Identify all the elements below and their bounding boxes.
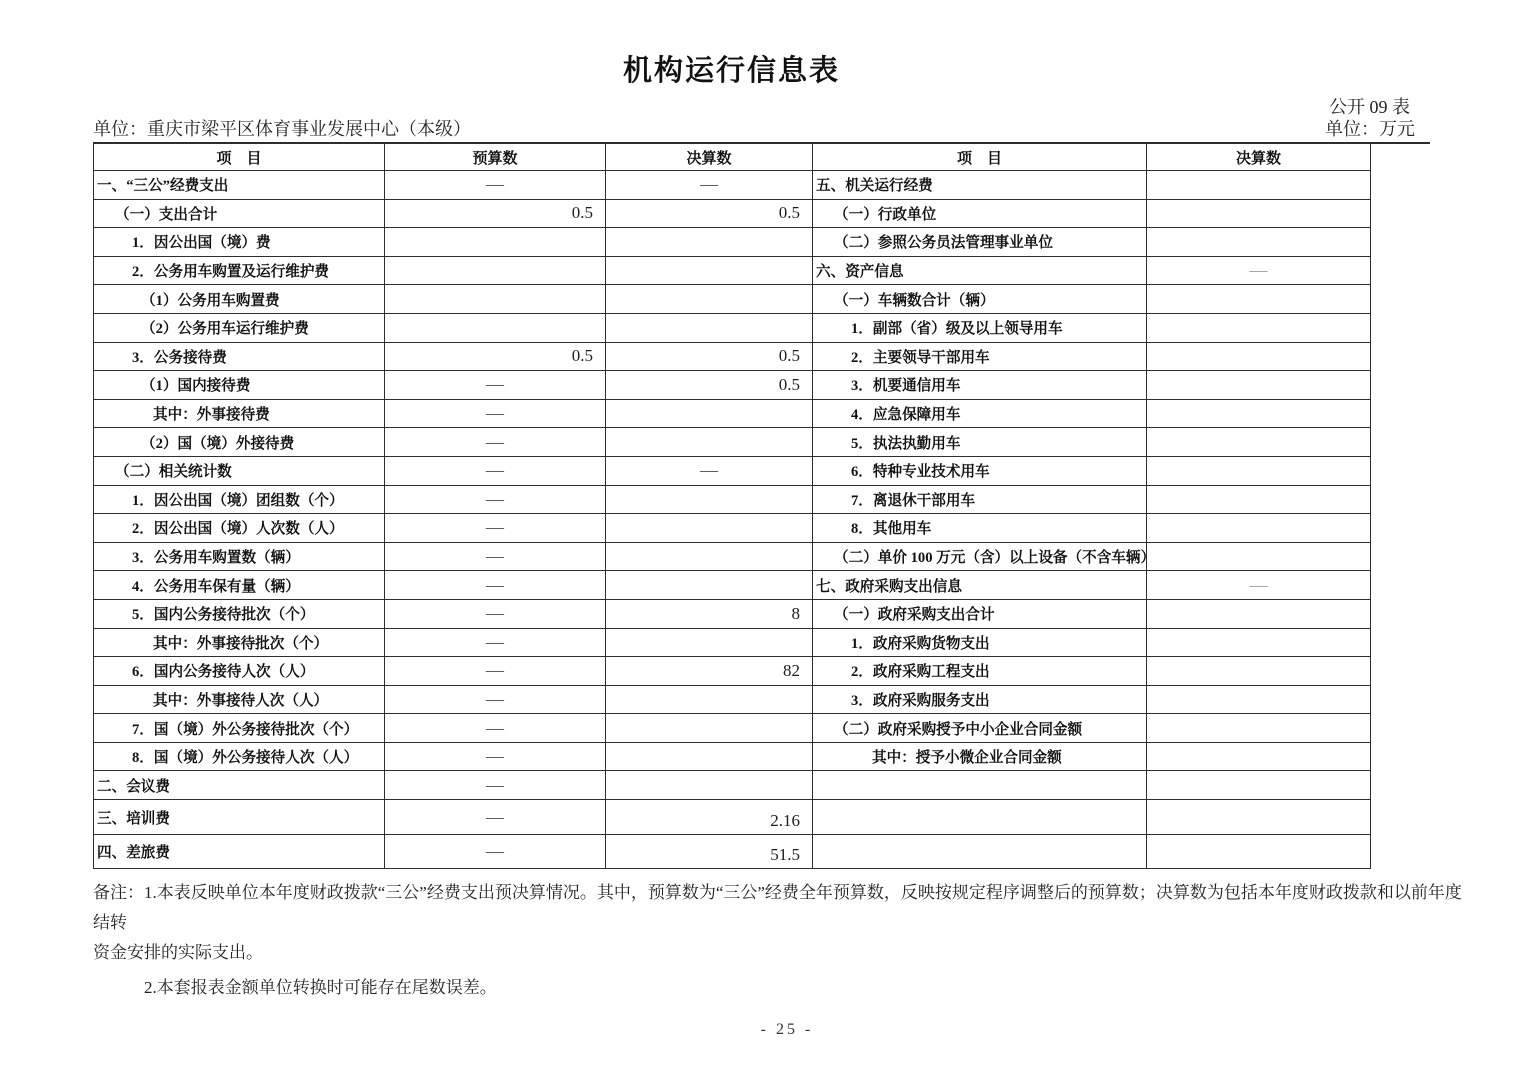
item-cell-right: 4．应急保障用车 <box>813 399 1147 428</box>
final-cell-right <box>1147 800 1371 835</box>
table-row <box>94 571 1371 600</box>
item-cell-right: 六、资产信息 <box>813 256 1147 285</box>
table-row <box>94 657 1371 686</box>
item-cell-right: 七、政府采购支出信息 <box>813 571 1147 600</box>
budget-cell: — <box>385 171 606 200</box>
notes-block <box>93 878 1475 1003</box>
item-cell-right: （一）行政单位 <box>813 199 1147 228</box>
item-cell-right: 7．离退休干部用车 <box>813 485 1147 514</box>
col-header-budget: 预算数 <box>385 144 606 171</box>
item-cell-left: 4．公务用车保有量（辆） <box>94 571 385 600</box>
final-cell-right <box>1147 313 1371 342</box>
item-cell-left: 其中：外事接待批次（个） <box>94 628 385 657</box>
item-cell-left: 四、差旅费 <box>94 835 385 869</box>
table-row <box>94 371 1371 400</box>
final-cell-left <box>606 428 813 457</box>
budget-cell <box>385 228 606 257</box>
final-cell-left: 51.5 <box>606 835 813 869</box>
final-cell-right <box>1147 771 1371 800</box>
final-cell-right <box>1147 285 1371 314</box>
col-header-item-right: 项 目 <box>813 144 1147 171</box>
item-cell-left: （1）公务用车购置费 <box>94 285 385 314</box>
item-cell-left: 一、“三公”经费支出 <box>94 171 385 200</box>
table-header-row <box>94 144 1371 171</box>
item-cell-left: 7．国（境）外公务接待批次（个） <box>94 714 385 743</box>
table-row <box>94 428 1371 457</box>
col-header-final-left: 决算数 <box>606 144 813 171</box>
budget-cell: — <box>385 399 606 428</box>
item-cell-right <box>813 800 1147 835</box>
table-row <box>94 485 1371 514</box>
table-row <box>94 256 1371 285</box>
item-cell-left: （2）公务用车运行维护费 <box>94 313 385 342</box>
final-cell-right <box>1147 685 1371 714</box>
final-cell-left <box>606 628 813 657</box>
item-cell-left: 3．公务接待费 <box>94 342 385 371</box>
final-cell-left <box>606 514 813 543</box>
item-cell-left: 2．因公出国（境）人次数（人） <box>94 514 385 543</box>
budget-cell: 0.5 <box>385 199 606 228</box>
final-cell-left <box>606 742 813 771</box>
item-cell-right: 五、机关运行经费 <box>813 171 1147 200</box>
final-cell-right <box>1147 428 1371 457</box>
final-cell-right <box>1147 342 1371 371</box>
table-row <box>94 313 1371 342</box>
unit-row <box>93 117 1415 141</box>
final-cell-right <box>1147 835 1371 869</box>
item-cell-right <box>813 771 1147 800</box>
operation-info-table <box>93 143 1371 869</box>
final-cell-right <box>1147 514 1371 543</box>
table-row <box>94 285 1371 314</box>
table-row <box>94 342 1371 371</box>
budget-cell: — <box>385 714 606 743</box>
final-cell-left <box>606 399 813 428</box>
budget-cell: — <box>385 628 606 657</box>
table-row <box>94 456 1371 485</box>
col-header-item-left: 项 目 <box>94 144 385 171</box>
final-cell-left <box>606 685 813 714</box>
final-cell-left <box>606 542 813 571</box>
item-cell-right: 1．副部（省）级及以上领导用车 <box>813 313 1147 342</box>
item-cell-left: 3．公务用车购置数（辆） <box>94 542 385 571</box>
table-row <box>94 742 1371 771</box>
budget-cell: — <box>385 428 606 457</box>
item-cell-left: 二、会议费 <box>94 771 385 800</box>
final-cell-right <box>1147 371 1371 400</box>
final-cell-left <box>606 485 813 514</box>
final-cell-left: 8 <box>606 599 813 628</box>
table-row <box>94 542 1371 571</box>
item-cell-left: 其中：外事接待费 <box>94 399 385 428</box>
budget-cell: — <box>385 514 606 543</box>
budget-cell <box>385 256 606 285</box>
table-row <box>94 399 1371 428</box>
budget-cell: 0.5 <box>385 342 606 371</box>
item-cell-left: 1．因公出国（境）团组数（个） <box>94 485 385 514</box>
budget-cell: — <box>385 456 606 485</box>
unit-name-label: 单位：重庆市梁平区体育事业发展中心（本级） <box>93 119 471 139</box>
item-cell-left: 2．公务用车购置及运行维护费 <box>94 256 385 285</box>
item-cell-right: 2．政府采购工程支出 <box>813 657 1147 686</box>
budget-cell <box>385 313 606 342</box>
col-header-final-right: 决算数 <box>1147 144 1371 171</box>
table-row <box>94 228 1371 257</box>
page-title: 机构运行信息表 <box>622 55 840 87</box>
item-cell-left: （二）相关统计数 <box>94 456 385 485</box>
unit-currency-label: 单位：万元 <box>1325 119 1415 139</box>
table-row <box>94 714 1371 743</box>
item-cell-left: （2）国（境）外接待费 <box>94 428 385 457</box>
table-row <box>94 771 1371 800</box>
budget-cell: — <box>385 371 606 400</box>
final-cell-left <box>606 285 813 314</box>
final-cell-right <box>1147 485 1371 514</box>
final-cell-right <box>1147 542 1371 571</box>
note-line-2: 资金安排的实际支出。 <box>93 943 263 962</box>
final-cell-right <box>1147 199 1371 228</box>
budget-cell: — <box>385 800 606 835</box>
final-cell-right <box>1147 399 1371 428</box>
table-row <box>94 199 1371 228</box>
page-number: - 25 - <box>760 1021 814 1038</box>
final-cell-left <box>606 771 813 800</box>
budget-cell <box>385 285 606 314</box>
item-cell-right: 5．执法执勤用车 <box>813 428 1147 457</box>
item-cell-left: 三、培训费 <box>94 800 385 835</box>
final-cell-left <box>606 256 813 285</box>
final-cell-right: — <box>1147 256 1371 285</box>
item-cell-right: （一）政府采购支出合计 <box>813 599 1147 628</box>
doc-code-label: 公开 09 表 <box>1329 97 1410 117</box>
final-cell-left: 2.16 <box>606 800 813 835</box>
item-cell-right: （二）政府采购授予中小企业合同金额 <box>813 714 1147 743</box>
final-cell-right <box>1147 628 1371 657</box>
item-cell-left: 8．国（境）外公务接待人次（人） <box>94 742 385 771</box>
final-cell-left: 0.5 <box>606 342 813 371</box>
item-cell-right: 其中：授予小微企业合同金额 <box>813 742 1147 771</box>
budget-cell: — <box>385 742 606 771</box>
item-cell-left: 1．因公出国（境）费 <box>94 228 385 257</box>
budget-cell: — <box>385 685 606 714</box>
final-cell-left <box>606 313 813 342</box>
table-row <box>94 514 1371 543</box>
final-cell-left: — <box>606 456 813 485</box>
table-row <box>94 628 1371 657</box>
table-row <box>94 599 1371 628</box>
item-cell-right: 2．主要领导干部用车 <box>813 342 1147 371</box>
item-cell-right <box>813 835 1147 869</box>
table-body <box>94 171 1371 869</box>
final-cell-left <box>606 571 813 600</box>
budget-cell: — <box>385 599 606 628</box>
final-cell-left: — <box>606 171 813 200</box>
budget-cell: — <box>385 835 606 869</box>
final-cell-left: 0.5 <box>606 371 813 400</box>
table-row <box>94 685 1371 714</box>
budget-cell: — <box>385 657 606 686</box>
final-cell-right <box>1147 657 1371 686</box>
final-cell-right <box>1147 714 1371 743</box>
final-cell-right: — <box>1147 571 1371 600</box>
final-cell-left <box>606 228 813 257</box>
note-line-3: 2.本套报表金额单位转换时可能存在尾数误差。 <box>144 978 497 997</box>
item-cell-right: 3．机要通信用车 <box>813 371 1147 400</box>
item-cell-right: （一）车辆数合计（辆） <box>813 285 1147 314</box>
item-cell-right: （二）单价 100 万元（含）以上设备（不含车辆） <box>813 542 1147 571</box>
item-cell-right: 1．政府采购货物支出 <box>813 628 1147 657</box>
budget-cell: — <box>385 542 606 571</box>
budget-cell: — <box>385 485 606 514</box>
item-cell-left: （一）支出合计 <box>94 199 385 228</box>
final-cell-right <box>1147 456 1371 485</box>
item-cell-left: （1）国内接待费 <box>94 371 385 400</box>
item-cell-right: 3．政府采购服务支出 <box>813 685 1147 714</box>
final-cell-left: 82 <box>606 657 813 686</box>
final-cell-left <box>606 714 813 743</box>
item-cell-right: 6．特种专业技术用车 <box>813 456 1147 485</box>
table-row <box>94 800 1371 835</box>
item-cell-left: 6．国内公务接待人次（人） <box>94 657 385 686</box>
budget-cell: — <box>385 571 606 600</box>
final-cell-right <box>1147 171 1371 200</box>
table-row <box>94 835 1371 869</box>
item-cell-right: （二）参照公务员法管理事业单位 <box>813 228 1147 257</box>
final-cell-left: 0.5 <box>606 199 813 228</box>
item-cell-left: 其中：外事接待人次（人） <box>94 685 385 714</box>
final-cell-right <box>1147 599 1371 628</box>
final-cell-right <box>1147 742 1371 771</box>
final-cell-right <box>1147 228 1371 257</box>
table-row <box>94 171 1371 200</box>
item-cell-left: 5．国内公务接待批次（个） <box>94 599 385 628</box>
budget-cell: — <box>385 771 606 800</box>
item-cell-right: 8．其他用车 <box>813 514 1147 543</box>
note-line-1: 备注：1.本表反映单位本年度财政拨款“三公”经费支出预决算情况。其中，预算数为“三公”经费全年预算数，反映按规定程序调整后的预算数；决算数为包括本年度财政拨款和以前年度结转 <box>93 883 1462 932</box>
